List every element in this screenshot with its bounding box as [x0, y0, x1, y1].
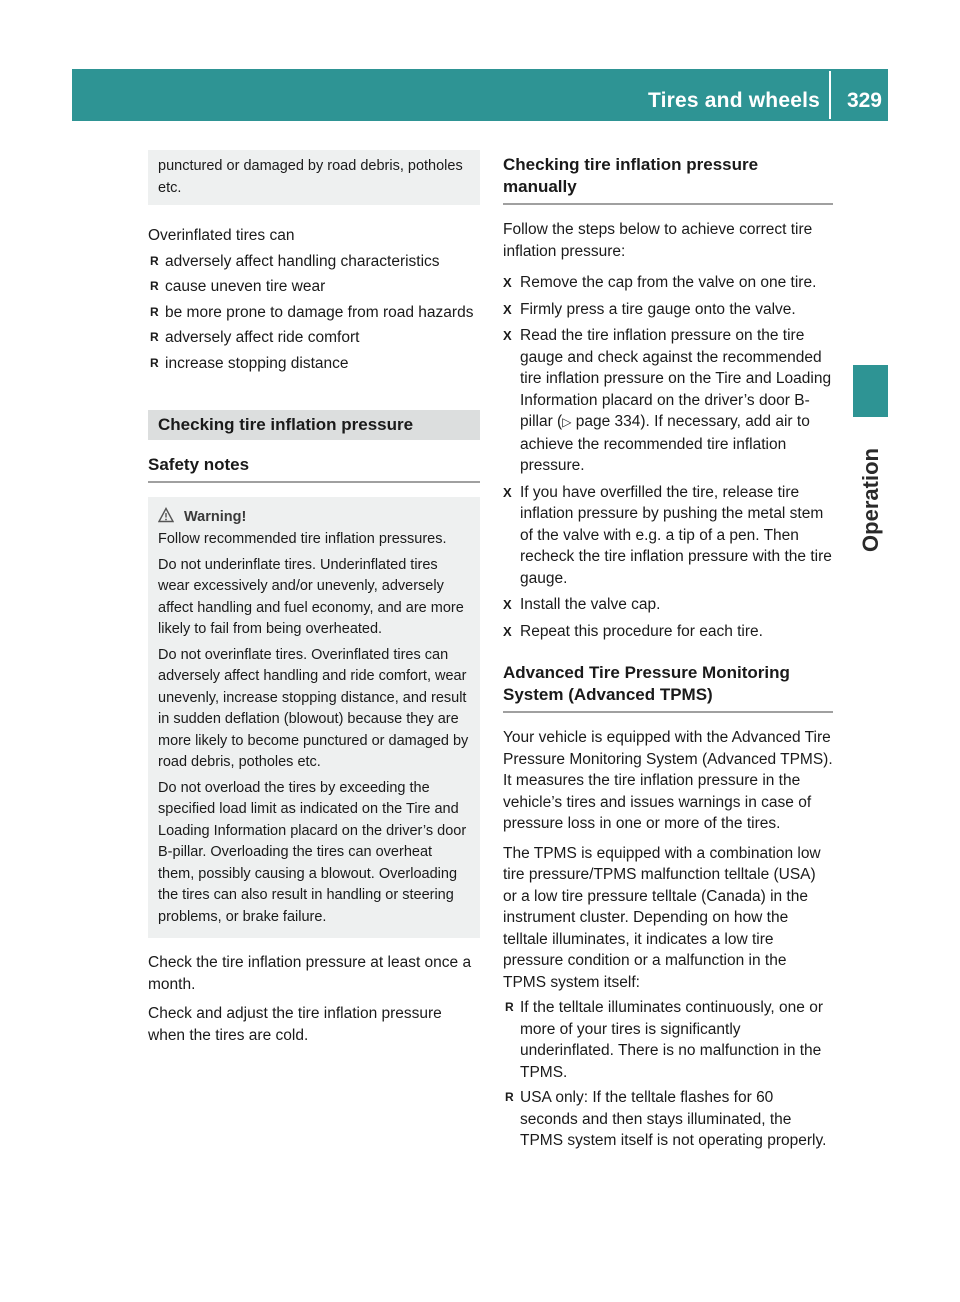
continued-warning-box: [148, 150, 480, 205]
list-item: R If the telltale illuminates continuously, one or more of your tires is significantly underinflated. There is no malfunction in the TPMS.: [503, 997, 833, 1083]
list-item: R cause uneven tire wear: [148, 276, 480, 298]
step-item: X Firmly press a tire gauge onto the valve.: [503, 299, 833, 321]
page-number: 329: [846, 89, 882, 112]
warning-title: Warning!: [184, 509, 247, 525]
header-title: Tires and wheels: [647, 89, 820, 112]
left-column: [148, 150, 480, 1046]
side-tab-marker: [853, 365, 888, 417]
step-text: page 334). If necessary, add air to achieve the recommended tire inflation pressure.: [520, 413, 810, 474]
overinflated-list: [148, 251, 480, 375]
list-item: R adversely affect ride comfort: [148, 327, 480, 349]
warning-paragraph: Follow recommended tire inflation pressures.: [158, 531, 447, 547]
check-cold-text: Check and adjust the tire inflation pressure when the tires are cold.: [148, 1005, 442, 1044]
check-monthly-text: Check the tire inflation pressure at least once a month.: [148, 954, 472, 993]
step-item: X Repeat this procedure for each tire.: [503, 621, 833, 643]
header-bar: [72, 69, 888, 121]
list-item: R be more prone to damage from road hazards: [148, 302, 480, 324]
section-title: Checking tire inflation pressure: [148, 410, 480, 440]
step-text: Read the tire inflation pressure on the tire gauge and check against the recommended tire inflation pressure on the Tire and Loading Information placard on the driver’s door B-pillar (: [520, 327, 832, 430]
tpms-description: Your vehicle is equipped with the Advanced Tire Pressure Monitoring System (Advanced TPMS). It measures the tire inflation pressure in the vehicle’s tires and issues warnings in case of pressure loss in one or more of the tires.: [503, 729, 833, 832]
step-item: [503, 325, 833, 477]
warning-paragraph: Do not underinflate tires. Underinflated tires wear excessively and/or unevenly, adversely affect handling and fuel economy, and are more likely to fail from being overheated.: [158, 556, 464, 637]
overinflated-intro: Overinflated tires can: [148, 227, 295, 244]
tpms-telltale-description: The TPMS is equipped with a combination low tire pressure/TPMS malfunction telltale (USA) or a low tire pressure telltale (Canada) in the instrument cluster. Depending on how the telltale illuminates, it indicates a low tire pressure condition or a malfunction in the TPMS system itself:: [503, 844, 821, 991]
warning-paragraph: Do not overload the tires by exceeding the specified load limit as indicated on the Tire and Loading Information placard on the driver’s door B-pillar. Overloading the tires can overheat them, possibly causing a blowout. Overloading the tires can also result in handling or steering problems, or brake failure.: [158, 779, 467, 925]
warning-triangle-icon: [158, 507, 174, 523]
right-column: [503, 154, 833, 1156]
continued-warning-text: punctured or damaged by road debris, potholes etc.: [158, 158, 463, 196]
step-item: X Remove the cap from the valve on one tire.: [503, 272, 833, 294]
list-item: R USA only: If the telltale flashes for 60 seconds and then stays illuminated, the TPMS system itself is not operating properly.: [503, 1087, 833, 1152]
side-tab-label: Operation: [857, 448, 883, 552]
step-item: X Install the valve cap.: [503, 594, 833, 616]
page-reference-icon: ▷: [562, 415, 572, 429]
manual-check-intro: Follow the steps below to achieve correct tire inflation pressure:: [503, 221, 813, 260]
side-tab: [853, 430, 888, 570]
warning-title-row: [158, 507, 470, 525]
safety-notes-heading: Safety notes: [148, 454, 480, 483]
manual-check-steps: [503, 272, 833, 642]
tpms-list: [503, 997, 833, 1152]
step-item: X If you have overfilled the tire, release tire inflation pressure by pushing the metal stem of the valve with e.g. a tip of a pen. Then recheck the tire inflation pressure with the tire gauge.: [503, 482, 833, 590]
list-item: R adversely affect handling characteristics: [148, 251, 480, 273]
tpms-heading: Advanced Tire Pressure Monitoring System (Advanced TPMS): [503, 662, 833, 713]
list-item: R increase stopping distance: [148, 353, 480, 375]
warning-box: [148, 497, 480, 938]
manual-check-heading: Checking tire inflation pressure manually: [503, 154, 833, 205]
warning-paragraph: Do not overinflate tires. Overinflated tires can adversely affect handling and ride comfort, wear unevenly, increase stopping distance, and result in sudden deflation (blowout) because they are more likely to become punctured or damaged by road debris, potholes etc.: [158, 646, 469, 770]
header-separator: [829, 71, 831, 119]
